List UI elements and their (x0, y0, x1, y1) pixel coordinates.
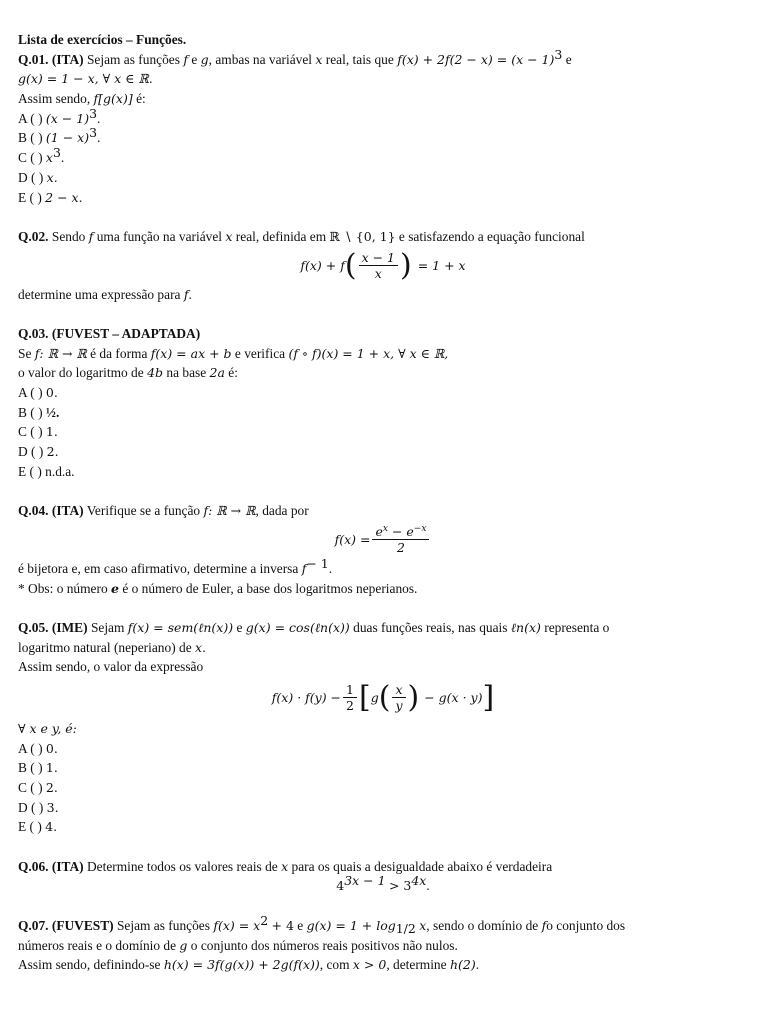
option-b: B ( ) ½. (18, 404, 60, 420)
question-label: Q.06. (18, 858, 49, 874)
question-label: Q.03. (18, 325, 49, 341)
option-d: D ( ) x. (18, 169, 58, 185)
question-3-statement: Se f: ℝ → ℝ é da forma f(x) = ax + b e verifica (f ∘ f)(x) = 1 + x, ∀ x ∈ ℝ, (18, 345, 449, 361)
question-1-ask: Assim sendo, f[g(x)] é: (18, 91, 146, 107)
question-4-ask: é bijetora e, em caso afirmativo, determine a inversa $f^{- 1}$. (18, 555, 333, 576)
question-source: (ITA) (51, 503, 84, 519)
question-4-statement: Q.04. (ITA) Verifique se a função f: ℝ → ℝ, dada por (18, 503, 309, 519)
option-e: E ( ) n.d.a. (18, 463, 75, 479)
option-d: D ( ) 2. (18, 444, 59, 460)
question-source: (FUVEST) (51, 917, 114, 933)
option-a: A ( ) 0. (18, 740, 58, 756)
question-label: Q.07. (18, 917, 49, 933)
option-d: D ( ) 3. (18, 799, 59, 815)
document-title: Lista de exercícios – Funções. (18, 32, 187, 47)
question-5-statement-cont: logaritmo natural (neperiano) de x. (18, 639, 207, 655)
question-4-equation: f(x) = $\frac{e^x - e^{-x}}{2}$ (18, 521, 748, 559)
question-7-statement: Q.07. (FUVEST) Sejam as funções $f(x) = x^2 + 4$ e $g(x) = 1 + \log_{1/2} x$, sendo o domínio de fo conjunto dos (18, 912, 626, 936)
question-label: Q.01. (18, 51, 49, 67)
option-c: C ( ) 1. (18, 424, 58, 440)
question-5-ask: ∀ x e y, é: (18, 720, 77, 736)
question-1-statement: Q.01. (ITA) Sejam as funções f e g, ambas na variável x real, tais que $f(x) + 2f(2 - x) = (x - 1)^3$ e (18, 46, 572, 67)
question-2-statement: Q.02. Sendo f uma função na variável x real, definida em ℝ ∖ {0, 1} e satisfazendo a equação funcional (18, 228, 585, 244)
option-b: B ( ) 1. (18, 760, 58, 776)
option-e: E ( ) 2 − x. (18, 189, 83, 205)
question-2-ask: determine uma expressão para f. (18, 286, 192, 302)
question-5-expression: f(x) · f(y) − $\frac{1}{2}$ [ g ( $\frac{x}{y}$ ) − g(x · y) ] (271, 679, 495, 715)
question-5-intro: Assim sendo, o valor da expressão (18, 659, 204, 675)
question-6-statement: Q.06. (ITA) Determine todos os valores reais de x para os quais a desigualdade abaixo é verdadeira (18, 858, 553, 874)
option-b: B ( ) $(1 - x)^3$. (18, 125, 101, 146)
option-c: C ( ) 2. (18, 780, 58, 795)
question-source: (IME) (51, 619, 88, 635)
option-e: E ( ) 4. (18, 819, 58, 835)
question-label: Q.04. (18, 503, 49, 519)
question-7-statement-cont: números reais e o domínio de g o conjunto dos números reais positivos não nulos. (18, 937, 458, 953)
question-2-equation: f(x) + f ( $\frac{x - 1}{x}$ ) = 1 + x (300, 247, 466, 283)
question-3-header (18, 324, 748, 344)
question-4-note: * Obs: o número e é o número de Euler, a base dos logaritmos neperianos. (18, 580, 418, 596)
document-page (18, 30, 748, 975)
question-3-ask: o valor do logaritmo de 4b na base 2a é: (18, 365, 238, 381)
option-a: A ( ) $(x - 1)^3$. (18, 105, 101, 126)
question-7-ask: Assim sendo, definindo-se h(x) = 3f(g(x)) + 2g(f(x)), com x > 0, determine h(2). (18, 957, 480, 973)
question-1-statement-cont (18, 69, 748, 89)
question-source: (ITA) (51, 51, 84, 67)
question-source: (ITA) (51, 858, 84, 874)
question-5-statement: Q.05. (IME) Sejam f(x) = sem(ℓn(x)) e g(x) = cos(ℓn(x)) duas funções reais, nas quais ℓn(x) representa o (18, 619, 610, 635)
equation: g(x) = 1 − x, ∀ x ∈ ℝ. (18, 71, 153, 87)
question-6-inequality: $4^{3x - 1} > 3^{4x}$. (336, 873, 430, 894)
question-source: (FUVEST – ADAPTADA) (51, 325, 201, 341)
option-a: A ( ) 0. (18, 385, 58, 400)
question-label: Q.05. (18, 619, 49, 635)
option-c: C ( ) $x^3$. (18, 145, 65, 166)
equation: f(x) + 2f(2 − x) = (x − 1) (397, 51, 555, 67)
question-label: Q.02. (18, 228, 49, 244)
